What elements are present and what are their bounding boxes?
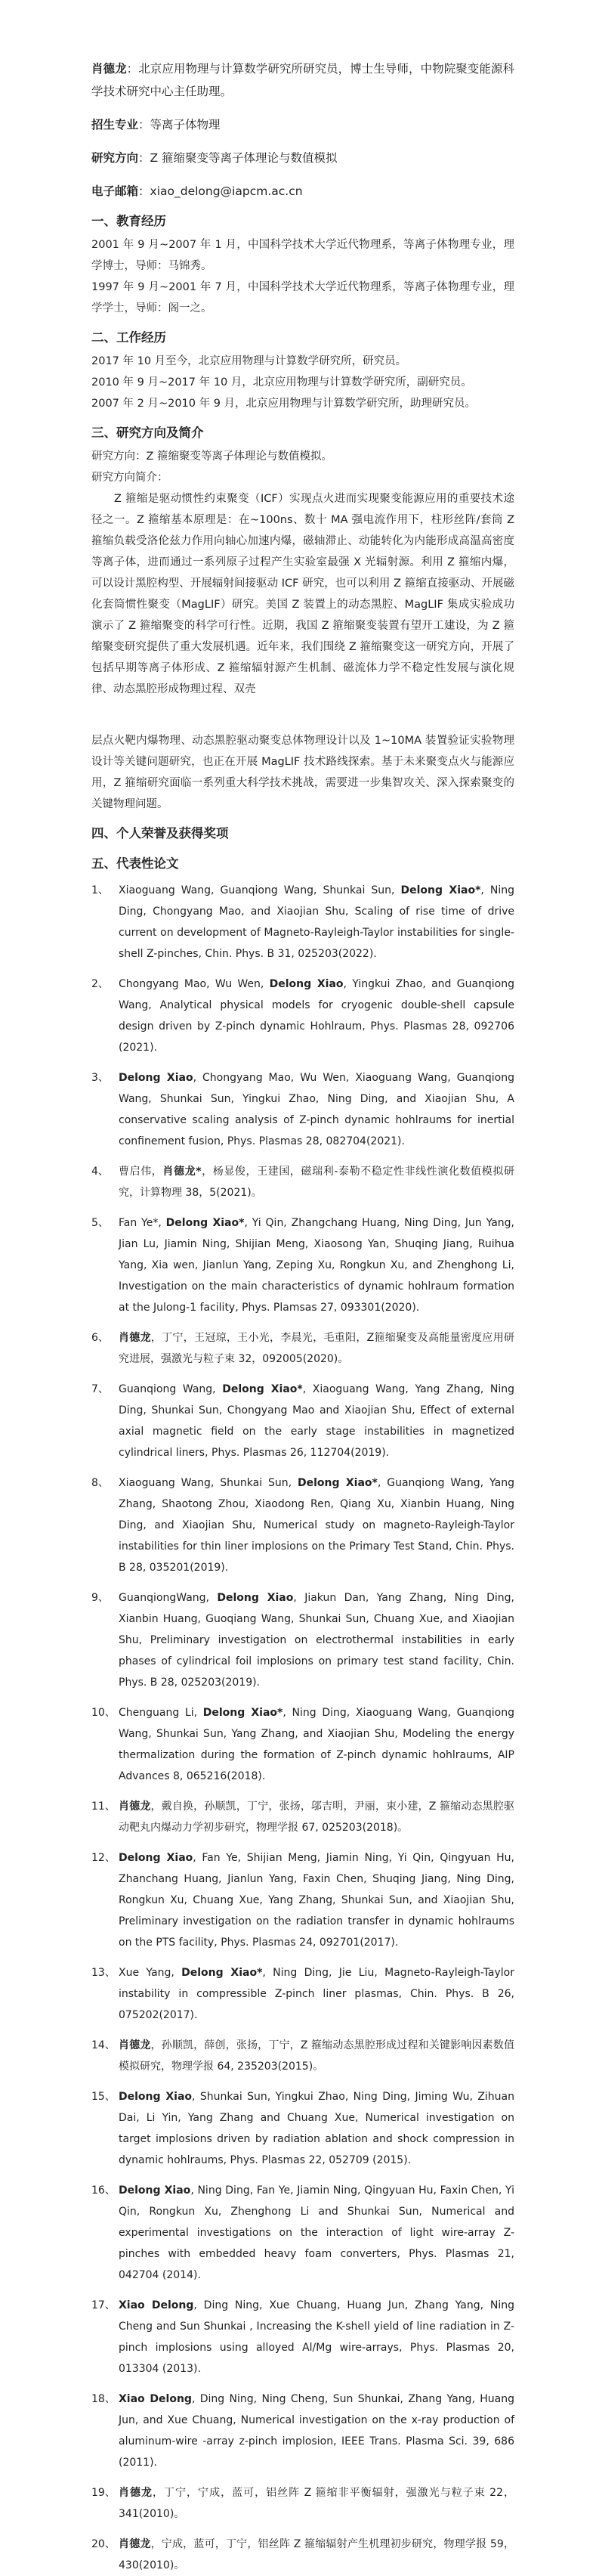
paper-number: 1、 — [91, 884, 109, 896]
paper-rest: , Ning Ding, Fan Ye, Jiamin Ning, Qingyuan Hu, Faxin Chen, Yi Qin, Rongkun Xu, Zhenghong Li and Shunkai Sun, Numerical and experimental investigations on the interaction of light wire-array Z-pinches with embedded heavy foam converters, Phys. Plasmas 21, 042704 (2014). — [119, 2184, 514, 2281]
honors-heading: 四、个人荣誉及获得奖项 — [91, 826, 229, 841]
paper-highlighted-author: Delong Xiao* — [222, 1383, 303, 1395]
paper-number: 7、 — [91, 1383, 109, 1395]
paper-citation — [119, 2534, 514, 2576]
paper-item — [91, 1847, 514, 1953]
paper-number: 3、 — [91, 1072, 109, 1084]
paper-citation — [119, 2389, 514, 2473]
research-direction: 研究方向：Z 箍缩聚变等离子体理论与数值模拟。 — [91, 450, 333, 463]
paper-item — [91, 1472, 514, 1578]
work-item: 2017 年 10 月至今，北京应用物理与计算数学研究所，研究员。 — [91, 355, 407, 367]
intro-bio — [91, 57, 514, 103]
paper-authors-before: Xue Yang, — [119, 1967, 182, 1979]
paper-item — [91, 2086, 514, 2171]
paper-authors-before: Xiaoguang Wang, Guanqiong Wang, Shunkai Sun, — [119, 884, 401, 896]
paper-rest: , Fan Ye, Shijian Meng, Jiamin Ning, Yi Qin, Qingyuan Hu, Zhanchang Huang, Jianlun Yang, Faxin Chen, Shuqing Jiang, Ning Ding, Rongkun Xu, Chuang Xue, Yang Zhang, Shunkai Sun, and Xiaojian Shu, Preliminary investigation on the radiation transfer in dynamic hohlraums on the PTS facility, Phys. Plasmas 24, 092701(2017). — [119, 1852, 514, 1949]
paper-rest: , Jiakun Dan, Yang Zhang, Ning Ding, Xianbin Huang, Guoqiang Wang, Shunkai Sun, Chuang Xue, and Xiaojian Shu, Preliminary investigation on electrothermal instabilities in early phases of cylindrical foil implosions on primary test stand facility, Chin. Phys. B 28, 025203(2019). — [119, 1592, 514, 1689]
paper-number: 13、 — [91, 1967, 116, 1979]
research-paragraph-continued: 层点火靶内爆物理、动态黑腔驱动聚变总体物理设计以及 1~10MA 装置验证实验物理设计等关键问题研究，也正在开展 MagLIF 技术路线探索。基于未来聚变点火与能源应用，Z 箍缩研究面临一系列重大科学技术挑战，需要进一步集智攻关、深入探索聚变的关键物理问题。 — [91, 735, 514, 810]
work-item: 2007 年 2 月~2010 年 9 月，北京应用物理与计算数学研究所，助理研究员。 — [91, 398, 477, 410]
paper-number: 15、 — [91, 2091, 116, 2103]
paper-item — [91, 1702, 514, 1787]
paper-highlighted-author: 肖德龙 — [119, 2039, 151, 2051]
paper-highlighted-author: Delong Xiao — [119, 2184, 191, 2197]
paper-authors-before: 曹启伟， — [119, 1166, 163, 1178]
paper-citation — [119, 880, 514, 964]
paper-highlighted-author: Delong Xiao — [217, 1592, 294, 1604]
paper-rest: , Yi Qin, Zhangchang Huang, Ning Ding, Jun Yang, Jian Lu, Jiamin Ning, Shijian Meng, Xiaosong Yan, Shuqing Jiang, Ruihua Yang, Xia wen, Jianlun Yang, Zeping Xu, Rongkun Xu, and Zhenghong Li, Investigation on the main characteristics of dynamic hohlraum formation at the Julong-1 facility, Phys. Plamsas 27, 093301(2020). — [119, 1217, 515, 1314]
paper-item — [91, 1962, 514, 2026]
paper-citation — [119, 1161, 514, 1203]
paper-citation — [119, 2180, 514, 2286]
paper-highlighted-author: Delong Xiao* — [202, 1707, 283, 1719]
paper-rest: ，丁宁，宁成，蓝可，铝丝阵 Z 箍缩非平衡辐射，强激光与粒子束 22，341(2010)。 — [119, 2487, 514, 2520]
paper-highlighted-author: Delong Xiao — [269, 978, 344, 990]
paper-highlighted-author: Delong Xiao — [119, 1852, 193, 1864]
paper-item — [91, 974, 514, 1058]
paper-authors-before: Fan Ye*, — [119, 1217, 166, 1229]
paper-number: 20、 — [91, 2538, 116, 2550]
paper-item — [91, 2180, 514, 2286]
paper-citation — [119, 1847, 514, 1953]
paper-item — [91, 1212, 514, 1318]
major-value: ：等离子体物理 — [138, 118, 221, 132]
paper-highlighted-author: Delong Xiao — [119, 1072, 193, 1084]
paper-citation — [119, 2482, 514, 2525]
work-heading: 二、工作经历 — [91, 330, 166, 345]
research-heading: 三、研究方向及简介 — [91, 426, 204, 440]
paper-authors-before: Chenguang Li, — [119, 1707, 203, 1719]
paper-rest: , Xiaoguang Wang, Yang Zhang, Ning Ding, Shunkai Sun, Chongyang Mao and Xiaojian Shu, Effect of external axial magnetic field on the early stage instabilities in magnetized cylindrical liners, Phys. Plasmas 26, 112704(2019). — [119, 1383, 515, 1459]
paper-highlighted-author: Delong Xiao* — [181, 1967, 263, 1979]
paper-number: 9、 — [91, 1592, 109, 1604]
paper-citation — [119, 1796, 514, 1838]
education-heading: 一、教育经历 — [91, 214, 166, 228]
paper-number: 16、 — [91, 2184, 116, 2197]
paper-item — [91, 2534, 514, 2576]
paper-citation — [119, 2035, 514, 2077]
email-value: ：xiao_delong@iapcm.ac.cn — [138, 184, 303, 198]
research-paragraph: Z 箍缩是驱动惯性约束聚变（ICF）实现点火进而实现聚变能源应用的重要技术途径之一。Z 箍缩基本原理是：在~100ns、数十 MA 强电流作用下，柱形丝阵/套筒 Z 箍缩负载受洛伦兹力作用向轴心加速内爆，磁轴滞止、动能转化为内能形成高温高密度等离子体，进而通过一系列原子过程产生实验室最强 X 光辐射源。利用 Z 箍缩内爆，可以设计黑腔构型、开展辐射间接驱动 ICF 研究，也可以利用 Z 箍缩直接驱动、开展磁化套筒惯性聚变（MagLIF）研究。美国 Z 装置上的动态黑腔、MagLIF 集成实验成功演示了 Z 箍缩聚变的科学可行性。近期，我国 Z 箍缩聚变装置有望开工建设，为 Z 箍缩聚变研究提供了重大发展机遇。近年来，我们围绕 Z 箍缩聚变这一研究方向，开展了包括早期等离子体形成、Z 箍缩辐射源产生机制、磁流体力学不稳定性发展与演化规律、动态黑腔形成物理过程、双壳 — [91, 493, 514, 695]
paper-item — [91, 1327, 514, 1370]
paper-number: 2、 — [91, 978, 109, 990]
paper-citation — [119, 1702, 514, 1787]
paper-item — [91, 1067, 514, 1152]
paper-authors-before: GuanqiongWang, — [119, 1592, 218, 1604]
paper-rest: , Ding Ning, Ning Cheng, Sun Shunkai, Zhang Yang, Huang Jun, and Xue Chuang, Numerical investigation on the x-ray production of aluminum-wire -array z-pinch implosion, IEEE Trans. Plasma Sci. 39, 686 (2011). — [119, 2393, 514, 2469]
paper-citation — [119, 1587, 514, 1693]
paper-item — [91, 2389, 514, 2473]
paper-number: 12、 — [91, 1852, 116, 1864]
education-item: 2001 年 9 月~2007 年 1 月，中国科学技术大学近代物理系，等离子体物理专业，理学博士，导师：马锦秀。 — [91, 239, 514, 272]
intro-direction — [91, 147, 514, 169]
paper-highlighted-author: 肖德龙 — [119, 1332, 151, 1344]
paper-item — [91, 880, 514, 964]
paper-number: 11、 — [91, 1800, 116, 1813]
paper-highlighted-author: Delong Xiao* — [400, 884, 481, 896]
paper-rest: ，杨显俊，王建国，磁瑞利-泰勒不稳定性非线性演化数值模拟研究，计算物理 38，5(2021)。 — [119, 1166, 514, 1199]
paper-number: 5、 — [91, 1217, 109, 1229]
paper-number: 10、 — [91, 1707, 116, 1719]
paper-item — [91, 1587, 514, 1693]
paper-rest: ，宁成，蓝可，丁宁，铝丝阵 Z 箍缩辐射产生机理初步研究，物理学报 59，430(2010)。 — [119, 2538, 514, 2571]
paper-rest: , Yingkui Zhao, and Guanqiong Wang, Analytical physical models for cryogenic double-shell capsule design driven by Z-pinch dynamic Hohlraum, Phys. Plasmas 28, 092706 (2021). — [119, 978, 514, 1054]
paper-rest: , Ning Ding, Chongyang Mao, and Xiaojian Shu, Scaling of rise time of drive current on development of Magneto-Rayleigh-Taylor instabilities for single-shell Z-pinches, Chin. Phys. B 31, 025203(2022). — [119, 884, 514, 960]
paper-citation — [119, 1472, 514, 1578]
paper-highlighted-author: 肖德龙 — [119, 2538, 151, 2550]
paper-authors-before: Xiaoguang Wang, Shunkai Sun, — [119, 1477, 298, 1489]
paper-authors-before: Guanqiong Wang, — [119, 1383, 223, 1395]
paper-highlighted-author: 肖德龙 — [119, 2487, 153, 2499]
paper-item — [91, 1796, 514, 1838]
paper-citation — [119, 2086, 514, 2171]
paper-number: 4、 — [91, 1166, 109, 1178]
paper-highlighted-author: Xiao Delong — [119, 2393, 192, 2405]
education-item: 1997 年 9 月~2001 年 7 月，中国科学技术大学近代物理系，等离子体物理专业，理学学士，导师：阁一之。 — [91, 281, 514, 314]
paper-citation — [119, 2295, 514, 2379]
direction-value: ：Z 箍缩聚变等离子体理论与数值模拟 — [138, 151, 338, 165]
papers-heading: 五、代表性论文 — [91, 856, 179, 871]
paper-citation — [119, 1327, 514, 1370]
paper-item — [91, 2295, 514, 2379]
paper-number: 17、 — [91, 2299, 116, 2311]
work-item: 2010 年 9 月~2017 年 10 月，北京应用物理与计算数学研究所，副研究员。 — [91, 376, 472, 389]
paper-highlighted-author: 肖德龙* — [162, 1166, 202, 1178]
paper-rest: , Guanqiong Wang, Yang Zhang, Shaotong Zhou, Xiaodong Ren, Qiang Xu, Xianbin Huang, Ning Ding, and Xiaojian Shu, Numerical study on magneto-Rayleigh-Taylor instabilities for thin liner implosions on the Primary Test Stand, Chin. Phys. B 28, 035201(2019). — [119, 1477, 515, 1574]
paper-highlighted-author: 肖德龙 — [119, 1800, 151, 1813]
paper-number: 18、 — [91, 2393, 116, 2405]
paper-citation — [119, 1379, 514, 1463]
paper-number: 14、 — [91, 2039, 116, 2051]
paper-number: 8、 — [91, 1477, 109, 1489]
paper-authors-before: Chongyang Mao, Wu Wen, — [119, 978, 270, 990]
paper-rest: , Chongyang Mao, Wu Wen, Xiaoguang Wang, Guanqiong Wang, Shunkai Sun, Yingkui Zhao, Ning Ding, and Xiaojian Shu, A conservative scaling analysis of Z-pinch dynamic hohlraums for inertial confinement fusion, Phys. Plasmas 28, 082704(2021). — [119, 1072, 514, 1147]
paper-rest: ，孙顺凯，薛创，张扬，丁宁，Z 箍缩动态黑腔形成过程和关键影响因素数值模拟研究，物理学报 64, 235203(2015)。 — [119, 2039, 514, 2073]
paper-highlighted-author: Delong Xiao — [119, 2091, 193, 2103]
paper-rest: ，戴自换，孙顺凯，丁宁，张扬，邬吉明，尹丽，束小建，Z 箍缩动态黑腔驱动靶丸内爆动力学初步研究，物理学报 67, 025203(2018)。 — [119, 1800, 514, 1834]
author-description: ：北京应用物理与计算数学研究所研究员，博士生导师，中物院聚变能源科学技术研究中心主任助理。 — [91, 62, 514, 98]
author-name: 肖德龙 — [91, 62, 127, 76]
paper-rest: , Ding Ning, Xue Chuang, Huang Jun, Zhang Yang, Ning Cheng and Sun Shunkai , Increasing the K-shell yield of line radiation in Z-pinch implosions using alloyed Al/Mg wire-arrays, Phys. Plasmas 20, 013304 (2013). — [119, 2299, 514, 2375]
paper-citation — [119, 974, 514, 1058]
direction-label: 研究方向 — [91, 151, 139, 165]
research-intro-label: 研究方向简介： — [91, 472, 168, 484]
paper-number: 19、 — [91, 2487, 116, 2499]
paper-rest: , Ning Ding, Jie Liu, Magneto-Rayleigh-Taylor instability in compressible Z-pinch liner plasmas, Chin. Phys. B 26, 075202(2017). — [119, 1967, 515, 2021]
paper-item — [91, 1379, 514, 1463]
paper-highlighted-author: Delong Xiao* — [165, 1217, 245, 1229]
paper-highlighted-author: Xiao Delong — [119, 2299, 194, 2311]
paper-rest: , Shunkai Sun, Yingkui Zhao, Ning Ding, Jiming Wu, Zihuan Dai, Li Yin, Yang Zhang and Chuang Xue, Numerical investigation on target implosions driven by radiation ablation and shock compression in dynamic hohlraums, Phys. Plasmas 22, 052709 (2015). — [119, 2091, 514, 2166]
paper-rest: , Ning Ding, Xiaoguang Wang, Guanqiong Wang, Shunkai Sun, Yang Zhang, and Xiaojian Shu, Modeling the energy thermalization during the formation of Z-pinch dynamic hohlraums, AIP Advances 8, 065216(2018). — [119, 1707, 514, 1782]
paper-item — [91, 1161, 514, 1203]
paper-item — [91, 2482, 514, 2525]
paper-rest: ，丁宁，王冠琼，王小光，李晨光，毛重阳，Z箍缩聚变及高能量密度应用研究进展，强激光与粒子束 32，092005(2020)。 — [119, 1332, 515, 1365]
email-label: 电子邮箱 — [91, 184, 139, 198]
paper-item — [91, 2035, 514, 2077]
paper-number: 6、 — [91, 1332, 109, 1344]
intro-email — [91, 180, 514, 203]
paper-citation — [119, 1212, 514, 1318]
paper-citation — [119, 1067, 514, 1152]
paper-citation — [119, 1962, 514, 2026]
intro-major — [91, 113, 514, 136]
paper-list — [91, 880, 514, 2576]
paper-highlighted-author: Delong Xiao* — [298, 1477, 378, 1489]
major-label: 招生专业 — [91, 118, 139, 132]
